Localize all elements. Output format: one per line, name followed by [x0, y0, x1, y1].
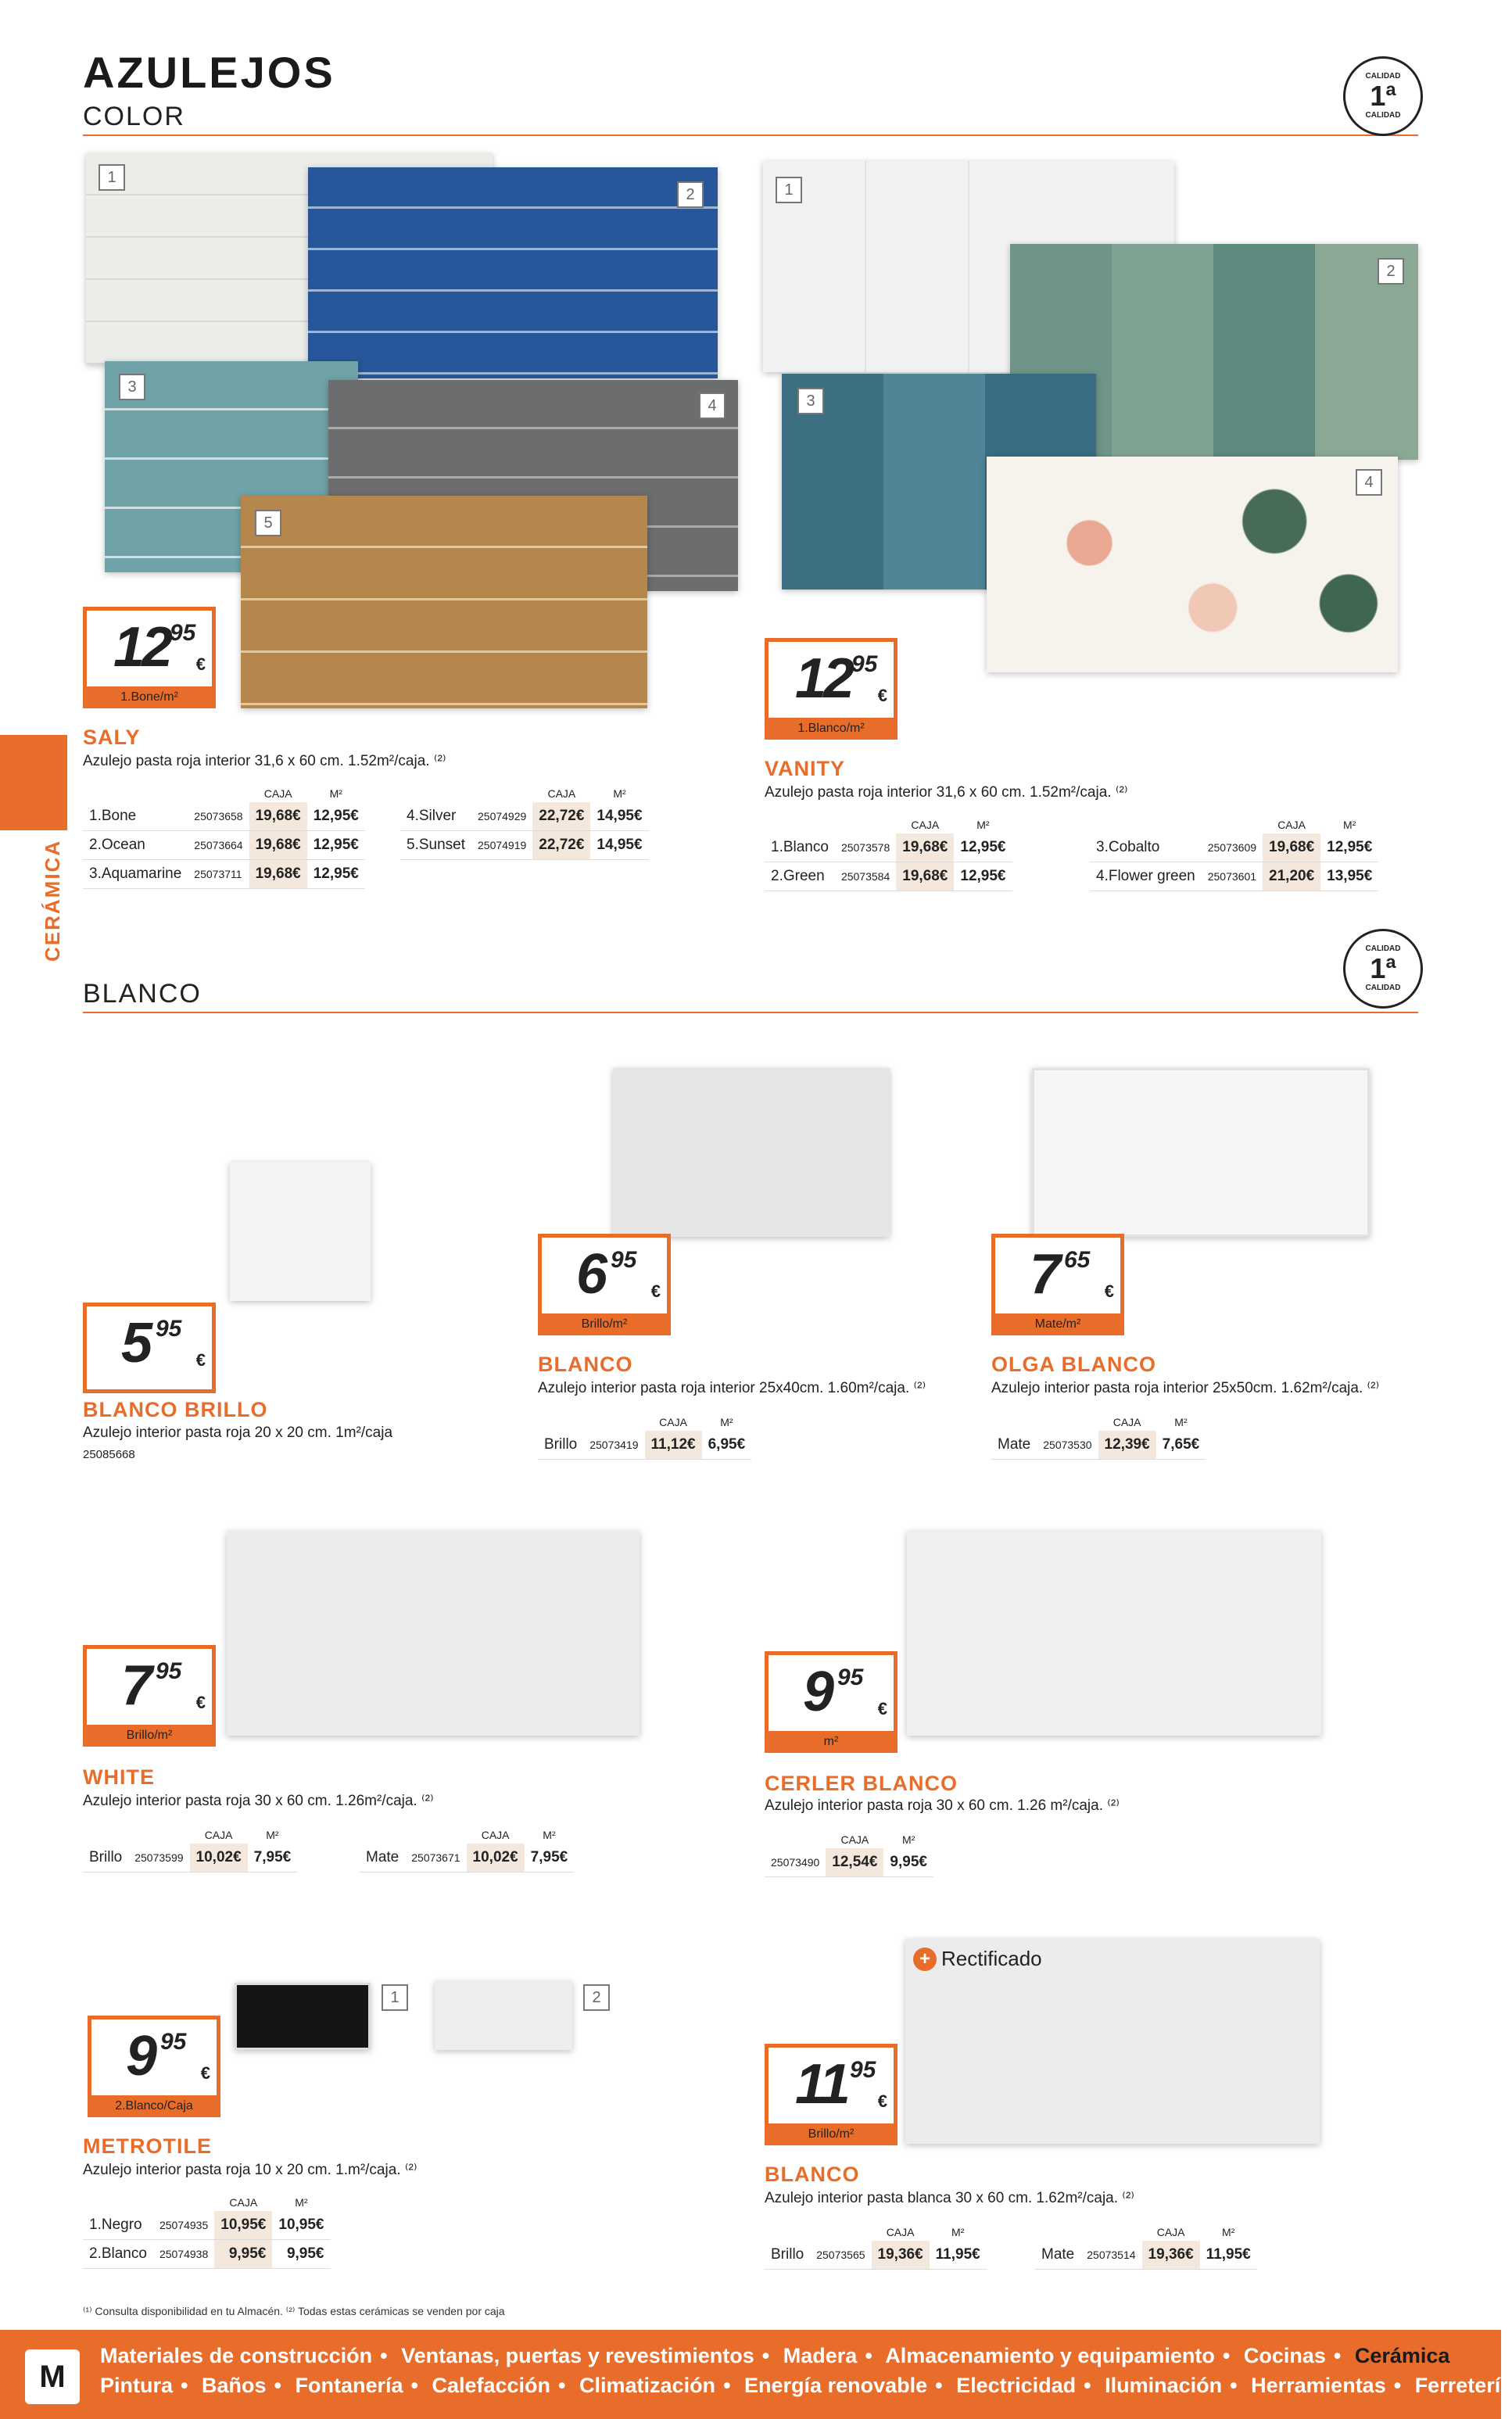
row-m2: 6,95€	[702, 1431, 752, 1460]
badge-bottom-text: CALIDAD	[1365, 984, 1401, 992]
table-row	[765, 862, 1012, 891]
product-desc-cerler: Azulejo interior pasta roja 30 x 60 cm. 1.26 m²/caja. ⁽²⁾	[765, 1797, 1120, 1814]
table-row	[1090, 862, 1378, 891]
row-m2: 9,95€	[272, 2240, 330, 2269]
badge-bottom-text: CALIDAD	[1365, 111, 1401, 120]
col-m2: M²	[902, 1833, 915, 1846]
row-code: 25073599	[128, 1844, 189, 1872]
footer-nav-row-2	[100, 2374, 1512, 2398]
price-tag-saly	[83, 607, 216, 697]
price-tag-blanco-rectificado	[765, 2044, 898, 2134]
nav-item[interactable]: Iluminación	[1105, 2374, 1223, 2397]
price-tag-blanco-brillo	[83, 1303, 216, 1393]
col-m2: M²	[951, 2226, 965, 2238]
price-table-olga	[991, 1414, 1206, 1460]
brand-logo: M	[25, 2349, 80, 2404]
row-m2: 12,95€	[954, 862, 1012, 891]
nav-separator: •	[274, 2374, 281, 2397]
price-tag-cerler	[765, 1651, 898, 1742]
tile-number-2: 2	[583, 1984, 610, 2011]
nav-item[interactable]: Baños	[201, 2374, 267, 2397]
product-name-saly: SALY	[83, 726, 141, 749]
nav-item[interactable]: Almacenamiento y equipamiento	[885, 2344, 1215, 2367]
col-caja: CAJA	[1277, 819, 1306, 831]
tile-blanco-25x40	[613, 1068, 890, 1237]
row-name: 1.Bone	[83, 802, 188, 831]
price-integer: 12	[795, 647, 852, 710]
price-decimal: 95	[170, 620, 196, 646]
price-currency: €	[877, 686, 887, 705]
price-currency: €	[195, 1693, 206, 1712]
row-name: 1.Blanco	[765, 833, 835, 862]
price-currency: €	[195, 1350, 206, 1370]
col-m2: M²	[1174, 1416, 1188, 1428]
col-m2: M²	[1222, 2226, 1235, 2238]
price-integer: 11	[795, 2053, 847, 2116]
product-desc-metrotile: Azulejo interior pasta roja 10 x 20 cm. 1.m²/caja. ⁽²⁾	[83, 2162, 417, 2178]
nav-separator: •	[865, 2344, 872, 2367]
row-m2: 7,65€	[1156, 1431, 1206, 1460]
price-unit: 2.Blanco/Caja	[88, 2095, 220, 2117]
price-currency: €	[1104, 1281, 1114, 1301]
product-desc-olga: Azulejo interior pasta roja interior 25x50cm. 1.62m²/caja. ⁽²⁾	[991, 1380, 1380, 1396]
price-table-saly	[83, 785, 365, 889]
product-name-cerler: CERLER BLANCO	[765, 1772, 958, 1795]
tile-number-4: 4	[1356, 469, 1382, 496]
row-caja: 11,12€	[645, 1431, 702, 1460]
row-code: 25073658	[188, 802, 249, 831]
row-name: 5.Sunset	[400, 831, 471, 860]
row-name: 3.Aquamarine	[83, 860, 188, 889]
price-integer: 5	[121, 1312, 150, 1374]
nav-item-active[interactable]: Cerámica	[1354, 2344, 1450, 2367]
row-code: 25073711	[188, 860, 249, 889]
product-desc-saly: Azulejo pasta roja interior 31,6 x 60 cm. 1.52m²/caja. ⁽²⁾	[83, 753, 446, 769]
tile-number-2: 2	[677, 181, 704, 208]
price-decimal: 95	[851, 651, 878, 677]
row-code: 25073419	[583, 1431, 644, 1460]
nav-separator: •	[935, 2374, 943, 2397]
tile-ocean	[308, 167, 718, 378]
product-desc-vanity: Azulejo pasta roja interior 31,6 x 60 cm. 1.52m²/caja. ⁽²⁾	[765, 784, 1128, 801]
price-tag-white	[83, 1645, 216, 1736]
price-unit: m²	[765, 1731, 898, 1753]
row-m2: 11,95€	[930, 2241, 987, 2270]
col-m2: M²	[295, 2196, 308, 2209]
price-unit: 1.Blanco/m²	[765, 718, 898, 740]
row-code: 25073578	[835, 833, 896, 862]
price-table-white-right	[360, 1826, 574, 1872]
product-desc-blanco-rectificado: Azulejo interior pasta blanca 30 x 60 cm. 1.62m²/caja. ⁽²⁾	[765, 2190, 1134, 2206]
col-caja: CAJA	[659, 1416, 687, 1428]
row-caja: 12,54€	[826, 1848, 883, 1877]
row-m2: 7,95€	[525, 1844, 575, 1872]
side-label: CERÁMICA	[41, 839, 64, 962]
page-title: AZULEJOS	[83, 48, 335, 97]
row-code: 25073530	[1037, 1431, 1098, 1460]
badge-top-text: CALIDAD	[1365, 944, 1401, 953]
footnote: ⁽¹⁾ Consulta disponibilidad en tu Almacén. ⁽²⁾ Todas estas cerámicas se venden por caja	[83, 2305, 505, 2317]
price-tag-blanco	[538, 1234, 671, 1324]
quality-badge	[1343, 56, 1423, 136]
nav-separator: •	[181, 2374, 188, 2397]
row-caja: 19,68€	[249, 860, 307, 889]
row-caja: 19,68€	[1263, 833, 1320, 862]
divider	[83, 1012, 1418, 1013]
price-tag-metrotile	[88, 2016, 220, 2106]
row-m2: 9,95€	[883, 1848, 933, 1877]
price-integer: 9	[803, 1661, 832, 1723]
col-m2: M²	[613, 787, 626, 800]
row-m2: 14,95€	[590, 802, 648, 831]
nav-item[interactable]: Calefacción	[432, 2374, 551, 2397]
row-caja: 22,72€	[532, 831, 590, 860]
nav-item[interactable]: Electricidad	[956, 2374, 1077, 2397]
row-caja: 9,95€	[214, 2240, 272, 2269]
tile-number-1: 1	[382, 1984, 408, 2011]
row-code: 25073609	[1202, 833, 1263, 862]
row-name: 2.Ocean	[83, 831, 188, 860]
row-caja: 19,68€	[249, 802, 307, 831]
row-caja: 22,72€	[532, 802, 590, 831]
row-name: 4.Silver	[400, 802, 471, 831]
price-currency: €	[195, 654, 206, 674]
col-caja: CAJA	[204, 1829, 233, 1841]
row-code: 25073664	[188, 831, 249, 860]
divider	[83, 134, 1418, 136]
table-row	[83, 860, 365, 889]
nav-item[interactable]: Madera	[783, 2344, 858, 2367]
nav-item[interactable]: Fontanería	[295, 2374, 403, 2397]
table-row	[83, 802, 365, 831]
col-m2: M²	[720, 1416, 733, 1428]
table-row	[1090, 833, 1378, 862]
row-name: 4.Flower green	[1090, 862, 1202, 891]
price-table-blanco	[538, 1414, 751, 1460]
table-row	[360, 1844, 574, 1872]
product-name-metrotile: METROTILE	[83, 2134, 212, 2158]
tile-metrotile-negro	[235, 1983, 371, 2050]
row-m2: 12,95€	[307, 831, 365, 860]
price-table-saly-right	[400, 785, 649, 860]
tile-blanco-brillo	[230, 1162, 371, 1301]
rectificado-text: Rectificado	[941, 1947, 1042, 1970]
row-m2: 12,95€	[954, 833, 1012, 862]
tile-cerler-blanco	[907, 1531, 1321, 1736]
row-m2: 7,95€	[248, 1844, 298, 1872]
price-decimal: 95	[850, 2057, 876, 2083]
price-currency: €	[877, 2091, 887, 2111]
row-code: 25073565	[810, 2241, 871, 2270]
price-unit: 1.Bone/m²	[83, 686, 216, 708]
price-table-vanity	[765, 816, 1012, 891]
badge-main-text: 1ª	[1370, 952, 1396, 984]
nav-separator: •	[1230, 2374, 1238, 2397]
row-caja: 19,68€	[896, 862, 954, 891]
product-name-vanity: VANITY	[765, 757, 846, 780]
table-row	[765, 833, 1012, 862]
price-integer: 7	[121, 1654, 150, 1717]
price-table-white	[83, 1826, 297, 1872]
row-name: 2.Green	[765, 862, 835, 891]
row-name: Brillo	[765, 2241, 810, 2270]
nav-separator: •	[1333, 2344, 1342, 2367]
row-caja: 21,20€	[1263, 862, 1320, 891]
col-caja: CAJA	[547, 787, 576, 800]
tile-number-4: 4	[699, 392, 726, 419]
price-integer: 9	[126, 2025, 155, 2088]
row-name: Brillo	[83, 1844, 128, 1872]
row-code: 25074938	[153, 2240, 214, 2269]
product-name-olga: OLGA BLANCO	[991, 1353, 1156, 1376]
price-decimal: 95	[160, 2029, 187, 2055]
row-caja: 12,39€	[1098, 1431, 1156, 1460]
section-title-blanco: BLANCO	[83, 979, 202, 1009]
col-caja: CAJA	[1156, 2226, 1185, 2238]
row-code: 25074929	[471, 802, 532, 831]
tile-number-3: 3	[119, 374, 145, 400]
nav-item[interactable]: Ventanas, puertas y revestimientos	[401, 2344, 754, 2367]
nav-item[interactable]: Energía renovable	[744, 2374, 928, 2397]
plus-icon: +	[913, 1948, 937, 1971]
product-name-white: WHITE	[83, 1765, 155, 1789]
col-m2: M²	[1343, 819, 1356, 831]
row-m2: 11,95€	[1200, 2241, 1257, 2270]
price-integer: 12	[113, 616, 170, 679]
table-row	[400, 831, 649, 860]
section-title-color: COLOR	[83, 102, 185, 131]
row-m2: 13,95€	[1320, 862, 1378, 891]
col-caja: CAJA	[840, 1833, 869, 1846]
nav-separator: •	[761, 2344, 770, 2367]
row-code: 25073601	[1202, 862, 1263, 891]
price-decimal: 95	[611, 1247, 637, 1273]
price-tag-vanity	[765, 638, 898, 729]
table-row	[1035, 2241, 1257, 2270]
rectificado-label	[913, 1947, 1042, 1971]
tile-number-3: 3	[797, 388, 824, 414]
price-table-metrotile	[83, 2194, 331, 2269]
row-m2: 12,95€	[1320, 833, 1378, 862]
table-row	[83, 2211, 331, 2240]
row-m2: 10,95€	[272, 2211, 330, 2240]
quality-badge	[1343, 929, 1423, 1009]
table-row	[83, 1844, 297, 1872]
product-desc-white: Azulejo interior pasta roja 30 x 60 cm. 1.26m²/caja. ⁽²⁾	[83, 1793, 434, 1809]
nav-separator: •	[558, 2374, 566, 2397]
nav-item[interactable]: Cocinas	[1243, 2344, 1326, 2367]
footer-nav-row-1	[100, 2344, 1449, 2368]
product-name-blanco: BLANCO	[538, 1353, 633, 1376]
tile-metrotile-blanco	[435, 1981, 572, 2050]
price-decimal: 95	[837, 1665, 864, 1690]
nav-item[interactable]: Climatización	[579, 2374, 716, 2397]
table-row	[765, 1848, 933, 1877]
row-caja: 19,68€	[249, 831, 307, 860]
price-table-blanco-rectificado-right	[1035, 2224, 1257, 2270]
table-row	[991, 1431, 1206, 1460]
price-table-blanco-rectificado	[765, 2224, 987, 2270]
row-code: 25074935	[153, 2211, 214, 2240]
col-caja: CAJA	[886, 2226, 915, 2238]
row-m2: 12,95€	[307, 860, 365, 889]
price-currency: €	[877, 1699, 887, 1718]
price-integer: 6	[576, 1243, 605, 1306]
row-caja: 10,02€	[467, 1844, 525, 1872]
badge-top-text: CALIDAD	[1365, 72, 1401, 81]
row-name: 2.Blanco	[83, 2240, 153, 2269]
product-code: 25085668	[83, 1448, 135, 1461]
price-table-cerler	[765, 1831, 933, 1877]
nav-separator: •	[1393, 2374, 1402, 2397]
table-row	[765, 2241, 987, 2270]
row-m2: 14,95€	[590, 831, 648, 860]
badge-main-text: 1ª	[1370, 80, 1396, 112]
row-name: 3.Cobalto	[1090, 833, 1202, 862]
table-row	[83, 831, 365, 860]
col-caja: CAJA	[263, 787, 292, 800]
col-m2: M²	[543, 1829, 556, 1841]
product-desc-blanco-brillo: Azulejo interior pasta roja 20 x 20 cm. 1m²/caja	[83, 1425, 393, 1441]
product-desc-blanco: Azulejo interior pasta roja interior 25x40cm. 1.60m²/caja. ⁽²⁾	[538, 1380, 926, 1396]
nav-item[interactable]: Herramientas	[1251, 2374, 1386, 2397]
row-code: 25073490	[765, 1848, 826, 1877]
col-caja: CAJA	[481, 1829, 510, 1841]
col-caja: CAJA	[229, 2196, 258, 2209]
tile-vanity-flower-green	[987, 457, 1398, 672]
row-name: Brillo	[538, 1431, 583, 1460]
table-row	[83, 2240, 331, 2269]
row-code: 25074919	[471, 831, 532, 860]
row-code: 25073514	[1080, 2241, 1141, 2270]
nav-separator: •	[380, 2344, 388, 2367]
row-code: 25073671	[405, 1844, 466, 1872]
tile-number-1: 1	[776, 177, 802, 203]
row-caja: 19,68€	[896, 833, 954, 862]
nav-separator: •	[410, 2374, 418, 2397]
nav-separator: •	[723, 2374, 731, 2397]
col-m2: M²	[976, 819, 990, 831]
price-currency: €	[650, 1281, 661, 1301]
product-name-blanco-brillo: BLANCO BRILLO	[83, 1398, 268, 1421]
price-decimal: 95	[156, 1658, 182, 1684]
price-decimal: 65	[1064, 1247, 1091, 1273]
nav-item[interactable]: Materiales de construcción	[100, 2344, 373, 2367]
tile-number-1: 1	[99, 164, 125, 191]
table-row	[538, 1431, 751, 1460]
row-caja: 10,95€	[214, 2211, 272, 2240]
row-caja: 10,02€	[190, 1844, 248, 1872]
price-unit: Brillo/m²	[83, 1725, 216, 1747]
row-name: 1.Negro	[83, 2211, 153, 2240]
nav-separator: •	[1222, 2344, 1231, 2367]
row-m2: 12,95€	[307, 802, 365, 831]
price-currency: €	[200, 2063, 210, 2083]
col-m2: M²	[329, 787, 342, 800]
price-decimal: 95	[156, 1316, 182, 1342]
product-name-blanco-rectificado: BLANCO	[765, 2163, 860, 2186]
row-caja: 19,36€	[872, 2241, 930, 2270]
row-name: Mate	[991, 1431, 1037, 1460]
nav-item[interactable]: Pintura	[100, 2374, 174, 2397]
price-integer: 7	[1030, 1243, 1059, 1306]
col-m2: M²	[266, 1829, 279, 1841]
tile-olga-blanco	[1032, 1068, 1370, 1237]
col-caja: CAJA	[911, 819, 940, 831]
tile-number-2: 2	[1378, 258, 1404, 285]
price-unit: Brillo/m²	[765, 2123, 898, 2145]
table-row	[400, 802, 649, 831]
row-code: 25073584	[835, 862, 896, 891]
row-name: Mate	[1035, 2241, 1080, 2270]
nav-item[interactable]: Ferretería	[1414, 2374, 1512, 2397]
price-table-vanity-right	[1090, 816, 1378, 891]
tile-sunset	[241, 496, 647, 708]
row-name: Mate	[360, 1844, 405, 1872]
nav-separator: •	[1084, 2374, 1091, 2397]
row-caja: 19,36€	[1142, 2241, 1200, 2270]
price-unit: Mate/m²	[991, 1313, 1124, 1335]
price-tag-olga	[991, 1234, 1124, 1324]
tile-number-5: 5	[255, 510, 281, 536]
price-unit: Brillo/m²	[538, 1313, 671, 1335]
tile-white	[227, 1531, 640, 1736]
col-caja: CAJA	[1113, 1416, 1141, 1428]
